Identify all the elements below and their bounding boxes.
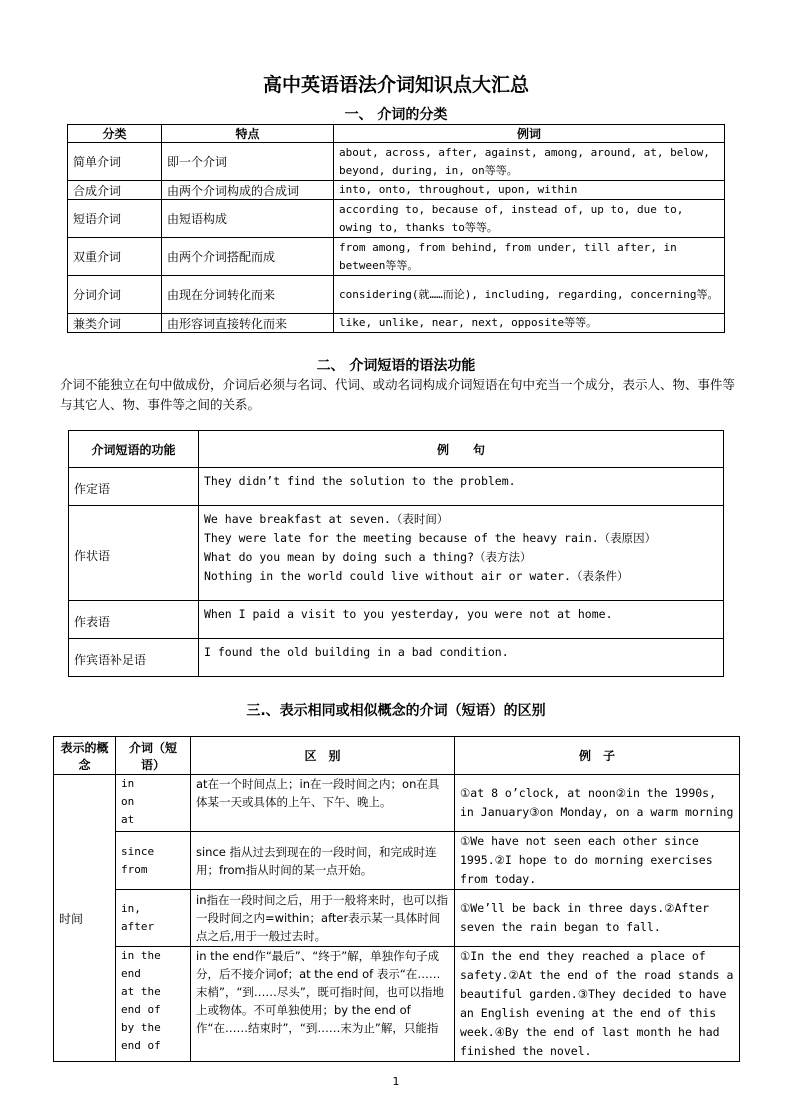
header-concept: 表示的概念: [54, 737, 116, 775]
prep-item: in,: [121, 902, 141, 915]
page-title: 高中英语语法介词知识点大汇总: [262, 74, 529, 96]
cell-feature: 即一个介词: [162, 143, 334, 181]
function-table: [68, 430, 724, 677]
cell-diff: in指在一段时间之后，用于一般将来时，也可以指一段时间之内=within；after表示某一具体时间点之后,用于一般过去时。: [191, 890, 455, 947]
cell-examples: like, unlike, near, next, opposite等等。: [334, 314, 725, 333]
table-row: [69, 639, 724, 677]
cell-function: 作表语: [69, 601, 199, 639]
cell-sentences: [199, 506, 724, 601]
cell-function: 作宾语补足语: [69, 639, 199, 677]
prep-item: after: [121, 920, 155, 933]
table-row: [68, 276, 725, 314]
table-row: [68, 143, 725, 181]
prep-item: end of: [121, 1003, 161, 1016]
table-row: [54, 890, 740, 947]
cell-preps: [116, 947, 191, 1062]
cell-concept: 时间: [54, 775, 116, 1062]
prep-item: since: [121, 844, 155, 858]
prep-item: at the: [121, 985, 161, 998]
sentence: They didn’t find the solution to the problem.: [204, 474, 516, 488]
cell-example: ①In the end they reached a place of safety.②At the end of the road stands a beautiful garden.③They decided to have an English evening at the end of this week.④By the end of last month he had finished the novel.: [455, 947, 740, 1062]
cell-examples: into, onto, throughout, upon, within: [334, 181, 725, 200]
table-row: [69, 601, 724, 639]
header-example: 例 子: [455, 737, 740, 775]
table-row: [68, 181, 725, 200]
cell-sentences: [199, 639, 724, 677]
cell-preps: [116, 890, 191, 947]
prep-item: from: [121, 862, 148, 876]
cell-sentences: [199, 601, 724, 639]
sentence: We have breakfast at seven.（表时间）: [204, 512, 449, 526]
table-row: [68, 314, 725, 333]
cell-function: 作状语: [69, 506, 199, 601]
prep-item: by the: [121, 1021, 161, 1034]
cell-feature: 由形容词直接转化而来: [162, 314, 334, 333]
page-number: 1: [392, 1075, 400, 1088]
cell-type: 简单介词: [68, 143, 162, 181]
prep-item: at: [121, 813, 135, 826]
cell-examples: about, across, after, against, among, around, at, below, beyond, during, in, on等等。: [334, 143, 725, 181]
cell-diff: since 指从过去到现在的一段时间，和完成时连用；from指从时间的某一点开始。: [191, 832, 455, 890]
section-heading-2: 二、 介词短语的语法功能: [316, 358, 476, 374]
cell-feature: 由两个介词构成的合成词: [162, 181, 334, 200]
cell-example: ①We’ll be back in three days.②After seven the rain began to fall.: [455, 890, 740, 947]
cell-type: 合成介词: [68, 181, 162, 200]
sentence: I found the old building in a bad condition.: [204, 645, 509, 659]
section-intro: 介词不能独立在句中做成份，介词后必须与名词、代词、或动名词构成介词短语在句中充当一个成分，表示人、物、事件等与其它人、物、事件等之间的关系。: [60, 377, 736, 412]
cell-diff: at在一个时间点上；in在一段时间之内；on在具体某一天或具体的上午、下午、晚上。: [191, 775, 455, 832]
sentence: What do you mean by doing such a thing?（表方法）: [204, 550, 532, 564]
section-heading-3: 三.、表示相同或相似概念的介词（短语）的区别: [246, 703, 546, 719]
header-diff: 区 别: [191, 737, 455, 775]
table-row: [54, 947, 740, 1062]
table-row: [54, 832, 740, 890]
cell-diff: in the end作“最后”、“终于”解，单独作句子成分，后不接介词of；at the end of 表示“在……末梢”，“到……尽头”，既可指时间，也可以指地上或物体。不可单独使用；by the end of 作“在……结束时”，“到……末为止”解，只能指: [191, 947, 455, 1062]
cell-feature: 由短语构成: [162, 200, 334, 238]
cell-type: 短语介词: [68, 200, 162, 238]
cell-examples: considering(就……而论), including, regarding, concerning等。: [334, 276, 725, 314]
comparison-table: [53, 736, 740, 1062]
table-row: [68, 238, 725, 276]
sentence: When I paid a visit to you yesterday, you were not at home.: [204, 607, 613, 621]
cell-type: 兼类介词: [68, 314, 162, 333]
prep-item: on: [121, 795, 135, 808]
cell-examples: according to, because of, instead of, up to, due to, owing to, thanks to等等。: [334, 200, 725, 238]
cell-type: 分词介词: [68, 276, 162, 314]
section-heading-1: 一、 介词的分类: [344, 107, 448, 123]
cell-function: 作定语: [69, 468, 199, 506]
cell-sentences: [199, 468, 724, 506]
cell-feature: 由现在分词转化而来: [162, 276, 334, 314]
sentence: They were late for the meeting because of the heavy rain.（表原因）: [204, 531, 657, 545]
table-row: [69, 468, 724, 506]
prep-item: end of: [121, 1039, 161, 1052]
prep-item: in: [121, 777, 135, 790]
cell-preps: [116, 832, 191, 890]
header-feature: 特点: [162, 125, 334, 143]
cell-example: ①at 8 o’clock, at noon②in the 1990s, in January③on Monday, on a warm morning: [455, 775, 740, 832]
prep-item: end: [121, 967, 141, 980]
cell-feature: 由两个介词搭配而成: [162, 238, 334, 276]
classification-table: [67, 124, 725, 333]
prep-item: in the: [121, 949, 161, 962]
table-row: [69, 506, 724, 601]
header-prep: 介词（短语）: [116, 737, 191, 775]
header-sentences: 例 句: [199, 431, 724, 468]
cell-preps: [116, 775, 191, 832]
table-row: [54, 775, 740, 832]
header-type: 分类: [68, 125, 162, 143]
header-function: 介词短语的功能: [69, 431, 199, 468]
header-examples: 例词: [334, 125, 725, 143]
cell-examples: from among, from behind, from under, till after, in between等等。: [334, 238, 725, 276]
table-row: [68, 200, 725, 238]
cell-example: ①We have not seen each other since 1995.②I hope to do morning exercises from today.: [455, 832, 740, 890]
sentence: Nothing in the world could live without air or water.（表条件）: [204, 569, 629, 583]
cell-type: 双重介词: [68, 238, 162, 276]
